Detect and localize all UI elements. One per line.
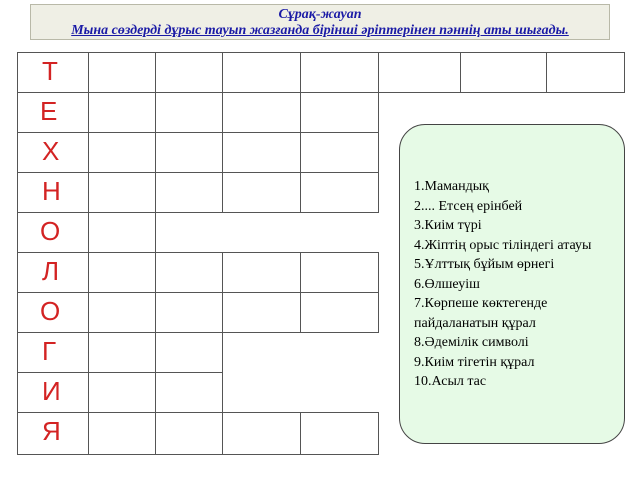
answer-cell[interactable] (222, 92, 301, 133)
crossword-letter: Л (42, 256, 60, 286)
answer-cell[interactable] (378, 52, 461, 93)
clue-8: 8.Әдемілік символі (414, 335, 529, 350)
answer-cell[interactable] (222, 52, 301, 93)
clues-panel (399, 124, 625, 444)
crossword-letter: Г (42, 336, 57, 366)
answer-cell[interactable] (155, 372, 223, 413)
answer-cell[interactable] (300, 292, 379, 333)
crossword-letter: Н (42, 176, 61, 206)
clue-2: 2.... Етсең ерінбей (414, 198, 523, 214)
answer-cell[interactable] (460, 52, 547, 93)
clue-9: 9.Киім тігетін құрал (414, 354, 535, 370)
answer-cell[interactable] (155, 252, 223, 293)
answer-cell[interactable] (300, 132, 379, 173)
answer-cell[interactable] (88, 212, 156, 253)
answer-cell[interactable] (222, 132, 301, 173)
answer-cell[interactable] (88, 412, 156, 455)
answer-cell[interactable] (155, 172, 223, 213)
crossword-letter: О (40, 216, 61, 246)
answer-cell[interactable] (88, 292, 156, 333)
answer-cell[interactable] (88, 252, 156, 293)
clue-5: 5.Ұлттық бұйым өрнегі (414, 257, 555, 272)
page-subtitle: Мына сөздерді дұрыс тауып жазғанда бірінші әріптерінен пәннің аты шығады. (71, 23, 569, 38)
crossword-letter: О (40, 296, 61, 326)
answer-cell[interactable] (155, 132, 223, 173)
answer-cell[interactable] (155, 92, 223, 133)
answer-cell[interactable] (155, 412, 223, 455)
answer-cell[interactable] (222, 412, 301, 455)
clue-7: 7.Көрпеше көктегенде (414, 296, 548, 311)
crossword-letter: Е (40, 96, 58, 126)
answer-cell[interactable] (88, 172, 156, 213)
page-title: Сұрақ-жауап (278, 7, 362, 22)
crossword-letter: Т (42, 56, 58, 86)
answer-cell[interactable] (300, 412, 379, 455)
answer-cell[interactable] (300, 92, 379, 133)
clue-7-continued: пайдаланатын құрал (414, 315, 536, 331)
answer-cell[interactable] (88, 132, 156, 173)
answer-cell[interactable] (88, 332, 156, 373)
answer-cell[interactable] (300, 52, 379, 93)
clue-10: 10.Асыл тас (414, 374, 487, 389)
clue-3: 3.Киім түрі (414, 218, 482, 233)
answer-cell[interactable] (222, 292, 301, 333)
answer-cell[interactable] (155, 292, 223, 333)
clue-6: 6.Өлшеуіш (414, 276, 480, 292)
answer-cell[interactable] (300, 172, 379, 213)
crossword-letter: И (42, 376, 61, 406)
answer-cell[interactable] (155, 52, 223, 93)
clue-1: 1.Мамандық (414, 179, 489, 194)
crossword-letter: Х (42, 136, 60, 166)
answer-cell[interactable] (300, 252, 379, 293)
answer-cell[interactable] (222, 252, 301, 293)
answer-cell[interactable] (88, 92, 156, 133)
crossword-letter: Я (42, 416, 61, 446)
clue-4: 4.Жіптің орыс тіліндегі атауы (414, 237, 592, 253)
answer-cell[interactable] (88, 52, 156, 93)
answer-cell[interactable] (155, 332, 223, 373)
answer-cell[interactable] (546, 52, 625, 93)
answer-cell[interactable] (88, 372, 156, 413)
answer-cell[interactable] (222, 172, 301, 213)
